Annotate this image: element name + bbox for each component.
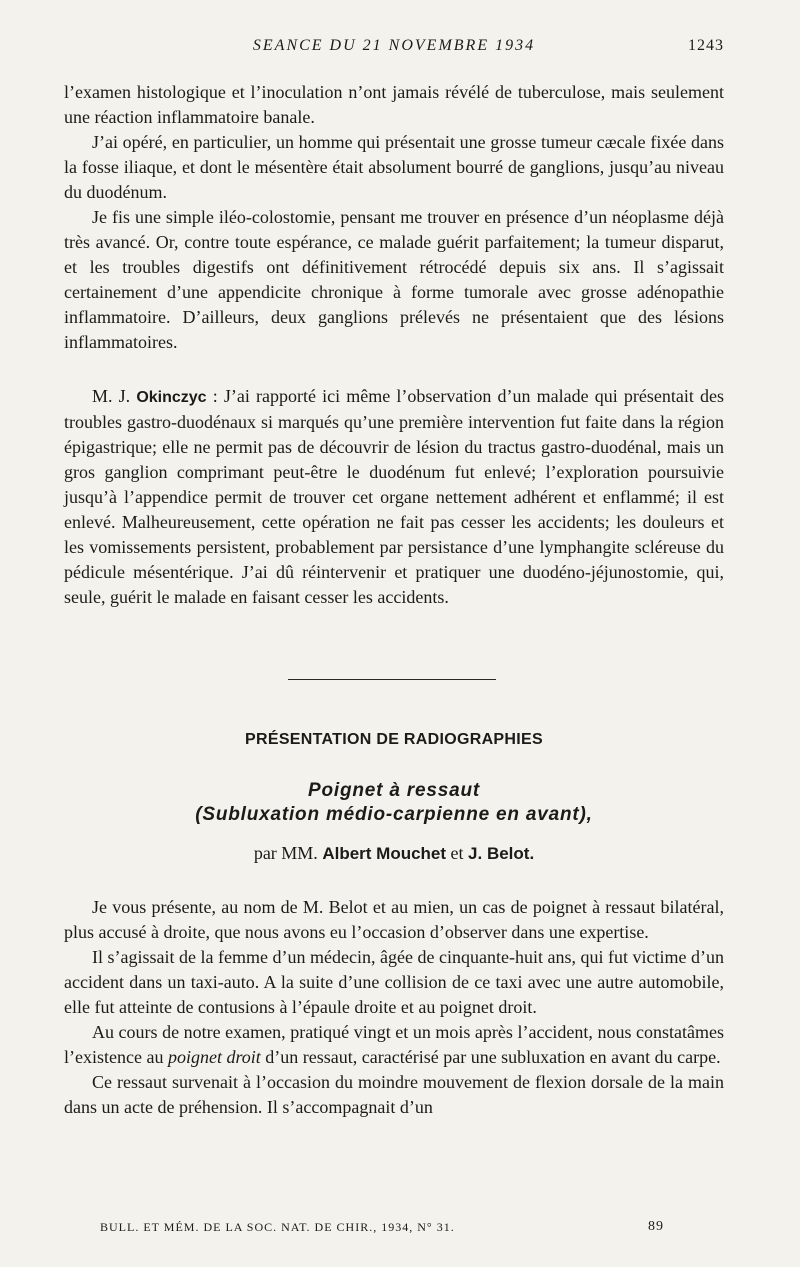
- continued-text: [64, 80, 724, 355]
- article-body: [64, 895, 724, 1120]
- paragraph: [64, 384, 724, 610]
- page-number: 1243: [688, 37, 724, 54]
- paragraph: l’examen histologique et l’inoculation n’ont jamais révélé de tuberculose, mais seulement une réaction inflammatoire banale.: [64, 82, 724, 127]
- text-run: d’un ressaut, caractérisé par une subluxation en avant du carpe.: [260, 1047, 721, 1067]
- intervention-okinczyc: [64, 384, 724, 610]
- running-title: SEANCE DU 21 NOVEMBRE 1934: [252, 37, 536, 54]
- paragraph: [64, 1020, 724, 1070]
- section-divider: [288, 679, 496, 680]
- article-title: Poignet à ressaut: [308, 780, 480, 801]
- text-run: Au cours de notre examen, pratiqué vingt et un mois après l’accident, nous constatâmes l’existence au: [64, 1022, 724, 1067]
- journal-citation: BULL. ET MÉM. DE LA SOC. NAT. DE CHIR., 1934, N° 31.: [100, 1220, 455, 1234]
- sheet-number: 89: [648, 1219, 664, 1234]
- author-name: J. Belot.: [468, 844, 535, 863]
- paragraph: Je fis une simple iléo-colostomie, pensant me trouver en présence d’un néoplasme déjà très avancé. Or, contre toute espérance, ce malade guérit parfaitement; la tumeur disparut, et les troubles digestifs ont définitivement rétrocédé depuis six ans. Il s’agissait certainement d’une appendicite chronique à forme tumorale avec grosse adénopathie inflammatoire. D’ailleurs, deux ganglions prélevés ne présentaient que des lésions inflammatoires.: [64, 207, 724, 352]
- article-subtitle: (Subluxation médio-carpienne en avant),: [195, 804, 593, 825]
- paragraph: Ce ressaut survenait à l’occasion du moindre mouvement de flexion dorsale de la main dans un acte de préhension. Il s’accompagnait d’un: [64, 1072, 724, 1117]
- paragraph: Il s’agissait de la femme d’un médecin, âgée de cinquante-huit ans, qui fut victime d’un accident dans un taxi-auto. A la suite d’une collision de ce taxi avec une autre automobile, elle fut atteinte de contusions à l’épaule droite et au poignet droit.: [64, 947, 724, 1017]
- intervention-text: : J’ai rapporté ici même l’observation d’un malade qui présentait des troubles gastro-duodénaux si marqués qu’une première intervention fut faite dans la région épigastrique; elle ne permit pas de découvrir de lésion du tractus gastro-duodénal, mais un gros ganglion comprimant peut-être le duodénum fut enlevé; l’exploration poursuivie jusqu’à l’appendice permit de trouver cet organe nettement adhérent et enflammé; il est enlevé. Malheureusement, cette opération ne fait pas cesser les accidents; les douleurs et les vomissements persistent, probablement par persistance d’une lymphangite scléreuse du pédicule mésentérique. J’ai dû réintervenir et pratiquer une duodéno-jéjunostomie, qui, seule, guérit le malade en faisant cesser les accidents.: [64, 386, 724, 607]
- speaker-name: Okinczyc: [136, 389, 207, 406]
- paragraph: Je vous présente, au nom de M. Belot et au mien, un cas de poignet à ressaut bilatéral, plus accusé à droite, que nous avons eu l’occasion d’observer dans une expertise.: [64, 897, 724, 942]
- byline: [64, 843, 724, 864]
- emphasis: poignet droit: [167, 1047, 261, 1067]
- page-footer: [100, 1219, 664, 1239]
- section-heading: PRÉSENTATION DE RADIOGRAPHIES: [245, 731, 543, 748]
- speaker-prefix: M. J.: [92, 386, 131, 406]
- byline-conjunction: et: [450, 843, 464, 863]
- author-name: Albert Mouchet: [322, 844, 447, 863]
- byline-prefix: par MM.: [253, 843, 318, 863]
- paragraph: J’ai opéré, en particulier, un homme qui présentait une grosse tumeur cæcale fixée dans la fosse iliaque, et dont le mésentère était absolument bourré de ganglions, jusqu’au niveau du duodénum.: [64, 132, 724, 202]
- running-header: [64, 37, 724, 61]
